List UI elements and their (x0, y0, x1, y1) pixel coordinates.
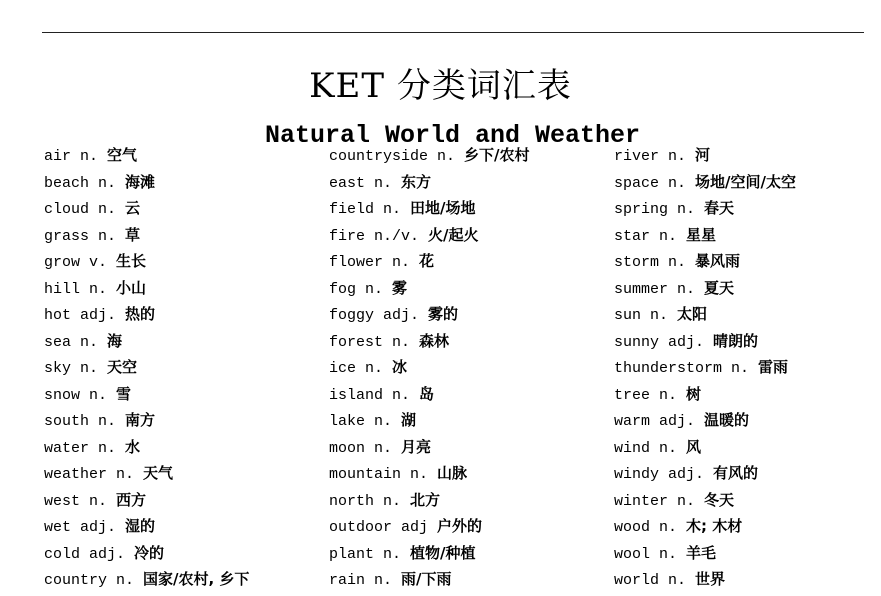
vocab-word: plant n. (329, 545, 402, 563)
vocab-word: hot adj. (44, 307, 117, 324)
vocab-meaning: 海 (107, 331, 123, 350)
vocab-meaning: 东方 (401, 172, 432, 191)
vocab-entry (329, 460, 599, 487)
vocab-entry (614, 566, 881, 593)
vocab-meaning: 风 (686, 437, 702, 456)
vocab-meaning: 冬天 (704, 490, 735, 509)
vocab-entry (44, 275, 314, 302)
page-title: KET 分类词汇表 (309, 65, 572, 106)
vocab-meaning: 夏天 (704, 278, 735, 297)
vocab-entry (44, 354, 314, 381)
vocab-word: cloud n. (44, 201, 117, 218)
vocab-word: wool n. (614, 545, 678, 563)
vocab-entry (614, 195, 881, 222)
vocab-meaning: 南方 (125, 411, 156, 429)
vocab-word: water n. (44, 439, 117, 457)
vocab-word: ice n. (329, 360, 384, 377)
vocab-word: sky n. (44, 360, 99, 377)
vocab-meaning: 北方 (410, 490, 441, 509)
vocab-word: sunny adj. (614, 333, 705, 351)
vocab-meaning: 雨/下雨 (401, 570, 452, 588)
vocab-meaning: 湿的 (125, 517, 156, 535)
vocab-meaning: 海滩 (125, 172, 156, 191)
vocab-word: east n. (329, 174, 393, 192)
vocab-meaning: 湖 (401, 411, 417, 429)
vocab-word: south n. (44, 413, 117, 430)
vocab-entry (614, 142, 881, 169)
vocab-meaning: 冰 (392, 358, 408, 376)
vocab-meaning: 星星 (686, 225, 717, 244)
vocab-entry (44, 328, 314, 355)
vocab-meaning: 山脉 (437, 464, 468, 482)
vocab-column-1 (44, 142, 314, 593)
vocab-word: grow v. (44, 254, 108, 271)
vocab-word: mountain n. (329, 466, 429, 483)
vocab-entry (44, 381, 314, 408)
vocab-meaning: 羊毛 (686, 543, 717, 562)
vocab-meaning: 天空 (107, 358, 138, 376)
vocab-word: beach n. (44, 174, 126, 192)
vocab-meaning: 雪 (116, 384, 132, 403)
vocab-meaning: 木; 木材 (686, 517, 743, 535)
vocab-meaning: 有风的 (713, 464, 759, 482)
vocab-meaning: 乡下/农村 (464, 146, 530, 164)
vocab-meaning: 天气 (143, 464, 174, 482)
vocab-meaning: 温暖的 (704, 411, 750, 429)
vocab-word: air n. (44, 148, 99, 165)
vocab-word: west n. (44, 492, 108, 510)
vocab-entry (44, 460, 314, 487)
vocab-meaning: 国家/农村, 乡下 (143, 570, 250, 588)
vocab-entry (614, 301, 881, 328)
vocab-meaning: 岛 (419, 384, 435, 403)
vocab-meaning: 西方 (116, 490, 147, 509)
vocab-word: outdoor adj (329, 519, 429, 536)
vocab-entry (44, 566, 314, 593)
vocab-entry (329, 301, 599, 328)
vocab-entry (44, 169, 314, 196)
vocab-entry (329, 354, 599, 381)
vocab-word: rain n. (329, 572, 393, 589)
vocab-meaning: 水 (125, 437, 141, 456)
vocab-entry (614, 460, 881, 487)
vocab-column-2 (329, 142, 599, 593)
vocab-word: north n. (329, 492, 402, 510)
vocab-meaning: 生长 (116, 252, 147, 270)
vocab-word: flower n. (329, 254, 411, 271)
vocab-entry (614, 407, 881, 434)
vocab-word: country n. (44, 572, 135, 589)
vocab-word: sun n. (614, 307, 669, 324)
vocab-meaning: 小山 (116, 278, 147, 297)
vocab-word: wet adj. (44, 519, 117, 536)
vocab-entry (44, 195, 314, 222)
vocab-entry (44, 434, 314, 461)
vocab-entry (614, 248, 881, 275)
vocab-word: thunderstorm n. (614, 360, 750, 377)
vocab-meaning: 森林 (419, 331, 450, 350)
vocab-entry (329, 275, 599, 302)
vocab-meaning: 冷的 (134, 543, 165, 562)
vocab-meaning: 晴朗的 (713, 331, 759, 350)
vocab-word: snow n. (44, 386, 108, 404)
vocab-word: field n. (329, 201, 402, 218)
vocab-entry (614, 169, 881, 196)
vocab-column-3 (614, 142, 881, 593)
vocab-entry (329, 566, 599, 593)
vocab-word: grass n. (44, 227, 117, 245)
vocab-meaning: 世界 (695, 570, 726, 588)
vocab-word: foggy adj. (329, 307, 420, 324)
vocab-meaning: 月亮 (401, 437, 432, 456)
vocab-meaning: 太阳 (677, 305, 708, 323)
vocab-entry (44, 487, 314, 514)
vocab-word: fog n. (329, 280, 384, 298)
vocab-word: wind n. (614, 439, 678, 457)
vocab-word: countryside n. (329, 148, 456, 165)
vocab-entry (44, 142, 314, 169)
vocab-entry (329, 513, 599, 540)
vocab-meaning: 草 (125, 225, 141, 244)
vocab-entry (44, 248, 314, 275)
vocab-entry (614, 434, 881, 461)
vocab-meaning: 云 (125, 199, 141, 217)
page-subtitle: Natural World and Weather (264, 120, 641, 150)
vocab-entry (44, 222, 314, 249)
vocab-word: warm adj. (614, 413, 696, 430)
vocab-word: island n. (329, 386, 411, 404)
vocab-entry (329, 407, 599, 434)
vocab-entry (329, 381, 599, 408)
vocab-entry (614, 540, 881, 567)
vocab-meaning: 花 (419, 252, 435, 270)
vocab-meaning: 户外的 (437, 517, 483, 535)
vocab-meaning: 空气 (107, 146, 138, 164)
vocab-entry (44, 407, 314, 434)
vocab-entry (44, 513, 314, 540)
vocab-meaning: 热的 (125, 305, 156, 323)
vocab-word: winter n. (614, 492, 696, 510)
vocab-entry (614, 487, 881, 514)
vocab-word: sea n. (44, 333, 99, 351)
vocab-meaning: 火/起火 (428, 225, 479, 244)
vocab-word: space n. (614, 174, 687, 192)
vocab-word: world n. (614, 572, 687, 589)
vocab-word: storm n. (614, 254, 687, 271)
vocab-entry (614, 354, 881, 381)
vocab-word: moon n. (329, 439, 393, 457)
vocab-entry (614, 513, 881, 540)
vocab-entry (329, 487, 599, 514)
vocab-entry (44, 301, 314, 328)
vocab-word: fire n./v. (329, 227, 420, 245)
vocab-entry (614, 222, 881, 249)
vocab-word: windy adj. (614, 466, 705, 483)
vocab-meaning: 田地/场地 (410, 199, 476, 217)
vocab-word: weather n. (44, 466, 135, 483)
vocab-entry (614, 275, 881, 302)
vocab-word: wood n. (614, 519, 678, 536)
vocab-meaning: 树 (686, 384, 702, 403)
vocab-word: spring n. (614, 201, 696, 218)
vocab-word: star n. (614, 227, 678, 245)
vocab-word: cold adj. (44, 545, 126, 563)
vocab-entry (329, 222, 599, 249)
vocab-entry (614, 381, 881, 408)
vocab-entry (329, 248, 599, 275)
vocab-meaning: 雾 (392, 278, 408, 297)
vocab-meaning: 植物/种植 (410, 543, 476, 562)
vocab-entry (329, 195, 599, 222)
vocab-entry (44, 540, 314, 567)
vocab-word: river n. (614, 148, 687, 165)
vocab-word: summer n. (614, 280, 696, 298)
vocab-entry (614, 328, 881, 355)
top-rule (42, 32, 864, 33)
vocab-meaning: 场地/空间/太空 (695, 172, 796, 191)
vocab-word: lake n. (329, 413, 393, 430)
vocab-meaning: 河 (695, 146, 711, 164)
vocab-entry (329, 169, 599, 196)
vocab-entry (329, 328, 599, 355)
vocab-meaning: 雷雨 (758, 358, 789, 376)
vocab-word: tree n. (614, 386, 678, 404)
vocab-meaning: 暴风雨 (695, 252, 741, 270)
vocab-meaning: 春天 (704, 199, 735, 217)
vocab-entry (329, 142, 599, 169)
vocab-entry (329, 540, 599, 567)
vocab-entry (329, 434, 599, 461)
vocab-word: forest n. (329, 333, 411, 351)
vocab-word: hill n. (44, 280, 108, 298)
vocab-meaning: 雾的 (428, 305, 459, 323)
